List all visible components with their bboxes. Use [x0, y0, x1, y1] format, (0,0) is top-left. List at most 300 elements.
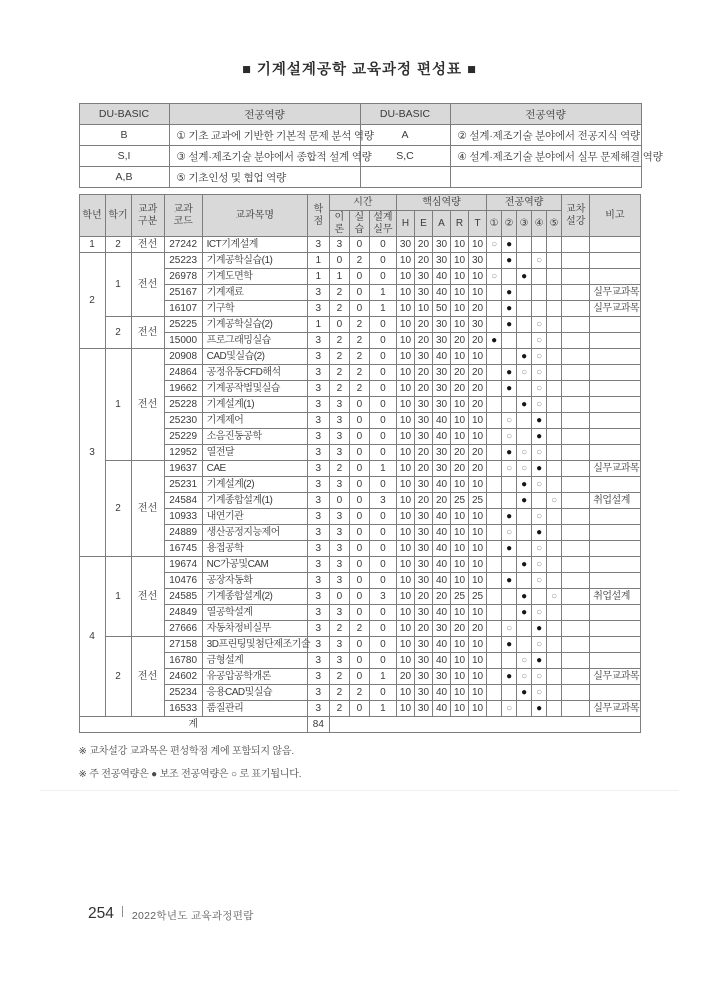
major-2-header: ②	[502, 211, 517, 237]
major-competency-5-cell	[547, 573, 562, 589]
core-a-cell: 40	[433, 573, 451, 589]
major-competency-5-cell	[547, 701, 562, 717]
course-code-cell: 25229	[164, 429, 202, 445]
credit-cell: 3	[307, 349, 329, 365]
core-r-cell: 20	[451, 461, 469, 477]
credit-cell: 3	[307, 493, 329, 509]
major-competency-5-cell	[547, 237, 562, 253]
core-h-cell: 10	[396, 701, 414, 717]
core-t-cell: 25	[469, 493, 487, 509]
major-competency-1-cell	[487, 413, 502, 429]
course-row	[79, 285, 640, 301]
major-competency-5-cell	[547, 621, 562, 637]
major-competency-3-cell: ●	[517, 685, 532, 701]
course-name-cell: 기계제어	[202, 413, 307, 429]
core-e-cell: 30	[414, 605, 432, 621]
core-e-cell: 20	[414, 333, 432, 349]
note-cell: 실무교과목	[590, 669, 640, 685]
major-competency-3-cell	[517, 285, 532, 301]
design-hours-cell: 0	[369, 445, 396, 461]
design-hours-cell: 0	[369, 253, 396, 269]
practice-hours-cell: 0	[349, 653, 369, 669]
course-name-cell: 기계설계(1)	[202, 397, 307, 413]
major-competency-3-cell	[517, 701, 532, 717]
theory-hours-cell: 0	[329, 317, 349, 333]
core-a-cell: 30	[433, 669, 451, 685]
design-hours-cell: 0	[369, 381, 396, 397]
year-cell: 3	[79, 349, 105, 557]
major-competency-3-cell	[517, 381, 532, 397]
course-code-cell: 24602	[164, 669, 202, 685]
major-competency-1-cell	[487, 317, 502, 333]
major-competency-3-cell: ○	[517, 669, 532, 685]
core-r-cell: 10	[451, 477, 469, 493]
major-competency-3-cell	[517, 317, 532, 333]
design-hours-cell: 0	[369, 269, 396, 285]
major-competency-4-cell: ○	[532, 477, 547, 493]
core-h-cell: 10	[396, 413, 414, 429]
course-row	[79, 365, 640, 381]
major-competency-4-cell: ○	[532, 397, 547, 413]
course-type-cell: 전선	[131, 461, 164, 557]
cross-listing-cell	[562, 253, 590, 269]
du-basic-code: S,C	[360, 146, 450, 167]
major-competency-5-cell	[547, 509, 562, 525]
design-hours-cell: 1	[369, 301, 396, 317]
major-competency-4-cell: ○	[532, 365, 547, 381]
major-competency-5-cell	[547, 429, 562, 445]
major-competency-3-cell: ●	[517, 349, 532, 365]
design-hours-cell: 1	[369, 701, 396, 717]
note-cell	[590, 509, 640, 525]
major-competency-3-cell	[517, 253, 532, 269]
competency-description: ⑤ 기초인성 및 협업 역량	[169, 167, 360, 188]
major-competency-4-cell: ○	[532, 685, 547, 701]
cross-listing-cell	[562, 685, 590, 701]
theory-hours-cell: 3	[329, 413, 349, 429]
major-competency-4-cell: ○	[532, 541, 547, 557]
credit-cell: 3	[307, 237, 329, 253]
core-e-cell: 30	[414, 525, 432, 541]
core-h-header: H	[396, 211, 414, 237]
core-h-cell: 10	[396, 285, 414, 301]
core-a-cell: 30	[433, 317, 451, 333]
major-competency-2-cell: ●	[502, 301, 517, 317]
core-t-cell: 20	[469, 397, 487, 413]
note-cell	[590, 541, 640, 557]
core-e-cell: 20	[414, 493, 432, 509]
core-a-cell: 40	[433, 605, 451, 621]
course-code-header: 교과 코드	[164, 195, 202, 237]
theory-hours-cell: 3	[329, 637, 349, 653]
core-a-cell: 40	[433, 653, 451, 669]
major-competency-header: 전공역량	[450, 104, 641, 125]
curriculum-body	[79, 237, 640, 717]
core-e-cell: 30	[414, 349, 432, 365]
practice-hours-cell: 0	[349, 413, 369, 429]
course-code-cell: 20908	[164, 349, 202, 365]
major-competency-2-cell	[502, 685, 517, 701]
core-t-cell: 10	[469, 237, 487, 253]
cross-listing-cell	[562, 621, 590, 637]
core-e-cell: 30	[414, 397, 432, 413]
major-competency-3-cell	[517, 637, 532, 653]
major-1-header: ①	[487, 211, 502, 237]
major-competency-4-cell	[532, 269, 547, 285]
semester-cell: 2	[105, 461, 131, 557]
practice-hours-cell: 2	[349, 317, 369, 333]
credit-cell: 3	[307, 429, 329, 445]
major-competency-4-cell: ○	[532, 557, 547, 573]
core-t-cell: 10	[469, 525, 487, 541]
theory-hours-cell: 3	[329, 525, 349, 541]
core-t-cell: 10	[469, 669, 487, 685]
major-competency-5-cell	[547, 397, 562, 413]
course-code-cell: 26978	[164, 269, 202, 285]
cross-listing-header: 교차 설강	[562, 195, 590, 237]
theory-hours-cell: 0	[329, 253, 349, 269]
major-competency-4-cell: ○	[532, 637, 547, 653]
major-competency-1-cell	[487, 589, 502, 605]
major-competency-4-cell: ○	[532, 381, 547, 397]
core-r-cell: 20	[451, 445, 469, 461]
core-t-cell: 20	[469, 381, 487, 397]
practice-hours-cell: 0	[349, 669, 369, 685]
course-code-cell: 24584	[164, 493, 202, 509]
core-a-cell: 40	[433, 525, 451, 541]
major-competency-3-cell	[517, 429, 532, 445]
major-competency-3-cell: ●	[517, 493, 532, 509]
major-competency-2-cell	[502, 653, 517, 669]
major-competency-2-cell: ●	[502, 381, 517, 397]
theory-hours-cell: 3	[329, 557, 349, 573]
major-competency-1-cell: ○	[487, 237, 502, 253]
core-h-cell: 10	[396, 269, 414, 285]
course-name-cell: 기계공작법및실습	[202, 381, 307, 397]
core-t-cell: 30	[469, 253, 487, 269]
course-row	[79, 349, 640, 365]
core-t-cell: 10	[469, 477, 487, 493]
core-t-cell: 10	[469, 541, 487, 557]
core-h-cell: 10	[396, 333, 414, 349]
major-competency-2-cell	[502, 557, 517, 573]
core-t-cell: 20	[469, 461, 487, 477]
core-h-cell: 10	[396, 525, 414, 541]
course-type-cell: 전선	[131, 557, 164, 637]
design-hours-cell: 0	[369, 621, 396, 637]
core-t-header: T	[469, 211, 487, 237]
major-competency-1-cell	[487, 573, 502, 589]
core-h-cell: 10	[396, 429, 414, 445]
core-e-cell: 30	[414, 477, 432, 493]
year-cell: 1	[79, 237, 105, 253]
design-hours-cell: 0	[369, 557, 396, 573]
cross-listing-cell	[562, 605, 590, 621]
major-competency-3-cell	[517, 237, 532, 253]
theory-hours-cell: 2	[329, 701, 349, 717]
practice-hours-cell: 0	[349, 509, 369, 525]
core-t-cell: 25	[469, 589, 487, 605]
core-h-cell: 10	[396, 573, 414, 589]
cross-listing-cell	[562, 285, 590, 301]
credit-cell: 3	[307, 445, 329, 461]
du-basic-header: DU-BASIC	[360, 104, 450, 125]
practice-hours-cell: 2	[349, 381, 369, 397]
course-code-cell: 25225	[164, 317, 202, 333]
core-r-cell: 20	[451, 621, 469, 637]
du-basic-code	[360, 167, 450, 188]
major-competency-5-cell	[547, 685, 562, 701]
major-competency-5-cell	[547, 285, 562, 301]
note-cell	[590, 429, 640, 445]
major-competency-header: 전공역량	[169, 104, 360, 125]
core-a-cell: 30	[433, 381, 451, 397]
major-competency-1-cell	[487, 685, 502, 701]
note-cell	[590, 317, 640, 333]
content-area	[78, 103, 663, 780]
major-competency-5-cell	[547, 301, 562, 317]
core-a-cell: 40	[433, 413, 451, 429]
major-competency-5-cell	[547, 253, 562, 269]
core-r-cell: 10	[451, 525, 469, 541]
core-e-cell: 30	[414, 669, 432, 685]
major-competency-4-cell: ●	[532, 621, 547, 637]
major-competency-1-cell	[487, 301, 502, 317]
major-competency-2-cell: ○	[502, 525, 517, 541]
core-e-cell: 30	[414, 701, 432, 717]
cross-listing-cell	[562, 397, 590, 413]
core-competency-group-header: 핵심역량	[396, 195, 486, 211]
course-row	[79, 525, 640, 541]
cross-listing-cell	[562, 461, 590, 477]
course-row	[79, 637, 640, 653]
note-cell: 실무교과목	[590, 461, 640, 477]
du-basic-row	[79, 167, 641, 188]
course-name-cell: 열전달	[202, 445, 307, 461]
core-a-cell: 40	[433, 349, 451, 365]
core-r-cell: 20	[451, 381, 469, 397]
practice-hours-cell: 0	[349, 525, 369, 541]
major-competency-2-cell	[502, 493, 517, 509]
core-h-cell: 10	[396, 253, 414, 269]
major-competency-4-cell	[532, 589, 547, 605]
note-cell	[590, 269, 640, 285]
credit-cell: 3	[307, 621, 329, 637]
core-e-cell: 20	[414, 461, 432, 477]
total-credit-cell: 84	[307, 717, 329, 733]
core-e-cell: 30	[414, 541, 432, 557]
practice-hours-cell: 2	[349, 349, 369, 365]
design-hours-cell: 0	[369, 573, 396, 589]
major-competency-1-cell	[487, 557, 502, 573]
course-name-cell: NC가공및CAM	[202, 557, 307, 573]
course-name-cell: 기계종합설계(1)	[202, 493, 307, 509]
course-code-cell: 25234	[164, 685, 202, 701]
core-e-cell: 30	[414, 285, 432, 301]
core-e-cell: 20	[414, 589, 432, 605]
note-cell	[590, 413, 640, 429]
major-competency-1-cell	[487, 429, 502, 445]
footer-divider	[122, 906, 123, 917]
note-cell	[590, 365, 640, 381]
core-t-cell: 10	[469, 285, 487, 301]
core-e-cell: 20	[414, 365, 432, 381]
cross-listing-cell	[562, 237, 590, 253]
major-competency-4-cell: ●	[532, 525, 547, 541]
major-competency-1-cell	[487, 349, 502, 365]
course-row	[79, 589, 640, 605]
time-group-header: 시간	[329, 195, 396, 211]
design-hours-cell: 1	[369, 461, 396, 477]
major-competency-5-cell	[547, 381, 562, 397]
year-cell: 2	[79, 253, 105, 349]
credit-header: 학 점	[307, 195, 329, 237]
design-hours-cell: 0	[369, 685, 396, 701]
major-competency-2-cell: ●	[502, 285, 517, 301]
course-row	[79, 509, 640, 525]
footnotes	[79, 742, 641, 780]
note-cell	[590, 637, 640, 653]
major-competency-1-cell	[487, 253, 502, 269]
credit-cell: 3	[307, 525, 329, 541]
note-cell	[590, 445, 640, 461]
core-r-cell: 10	[451, 669, 469, 685]
theory-hours-cell: 2	[329, 365, 349, 381]
page-title: ■ 기계설계공학 교육과정 편성표 ■	[242, 62, 477, 78]
course-code-cell: 24849	[164, 605, 202, 621]
practice-hours-cell: 0	[349, 237, 369, 253]
credit-cell: 3	[307, 557, 329, 573]
major-competency-2-cell: ●	[502, 445, 517, 461]
note-cell	[590, 685, 640, 701]
practice-header: 실 습	[349, 211, 369, 237]
course-code-cell: 16533	[164, 701, 202, 717]
semester-cell: 1	[105, 349, 131, 461]
semester-header: 학기	[105, 195, 131, 237]
major-competency-4-cell	[532, 493, 547, 509]
practice-hours-cell: 2	[349, 253, 369, 269]
major-competency-1-cell: ●	[487, 333, 502, 349]
du-basic-table	[79, 103, 663, 188]
cross-listing-cell	[562, 669, 590, 685]
credit-cell: 3	[307, 509, 329, 525]
major-competency-1-cell	[487, 461, 502, 477]
major-competency-5-cell	[547, 317, 562, 333]
course-name-cell: 공정유동CFD해석	[202, 365, 307, 381]
credit-cell: 1	[307, 317, 329, 333]
total-row	[79, 717, 640, 733]
footnote-cross-listing: ※ 교차설강 교과목은 편성학점 계에 포함되지 않음.	[78, 746, 294, 757]
course-name-cell: 기구학	[202, 301, 307, 317]
core-a-header: A	[433, 211, 451, 237]
footnote-legend: ※ 주 전공역량은 ● 보조 전공역량은 ○ 로 표기됩니다.	[78, 769, 302, 780]
note-header: 비고	[590, 195, 640, 237]
note-cell: 실무교과목	[590, 301, 640, 317]
page-number: 254	[88, 905, 114, 922]
core-h-cell: 10	[396, 621, 414, 637]
du-basic-header-row	[79, 104, 641, 125]
core-h-cell: 10	[396, 589, 414, 605]
core-r-cell: 10	[451, 317, 469, 333]
note-cell	[590, 605, 640, 621]
core-h-cell: 10	[396, 477, 414, 493]
note-cell	[590, 525, 640, 541]
course-row	[79, 397, 640, 413]
course-row	[79, 685, 640, 701]
core-r-cell: 10	[451, 237, 469, 253]
course-name-cell: 내연기관	[202, 509, 307, 525]
core-t-cell: 20	[469, 333, 487, 349]
cross-listing-cell	[562, 573, 590, 589]
practice-hours-cell: 2	[349, 621, 369, 637]
major-competency-3-cell: ●	[517, 605, 532, 621]
cross-listing-cell	[562, 653, 590, 669]
core-t-cell: 10	[469, 349, 487, 365]
major-competency-4-cell: ●	[532, 653, 547, 669]
major-competency-4-cell: ○	[532, 669, 547, 685]
core-a-cell: 40	[433, 429, 451, 445]
course-code-cell: 16745	[164, 541, 202, 557]
major-competency-4-cell: ●	[532, 413, 547, 429]
cross-listing-cell	[562, 477, 590, 493]
core-r-cell: 10	[451, 397, 469, 413]
course-type-cell: 전선	[131, 317, 164, 349]
course-name-cell: 기계설계(2)	[202, 477, 307, 493]
note-cell: 취업설계	[590, 493, 640, 509]
design-hours-cell: 1	[369, 669, 396, 685]
core-a-cell: 20	[433, 493, 451, 509]
core-t-cell: 30	[469, 317, 487, 333]
course-name-cell: 3D프린팅및첨단제조기술	[202, 637, 307, 653]
course-name-cell: ICT기계설계	[202, 237, 307, 253]
core-h-cell: 10	[396, 445, 414, 461]
credit-cell: 3	[307, 413, 329, 429]
course-name-cell: CAD및실습(2)	[202, 349, 307, 365]
note-cell	[590, 621, 640, 637]
semester-cell: 2	[105, 317, 131, 349]
major-competency-4-cell: ●	[532, 429, 547, 445]
major-competency-group-header: 전공역량	[487, 195, 562, 211]
du-basic-header: DU-BASIC	[79, 104, 169, 125]
core-r-header: R	[451, 211, 469, 237]
course-name-cell: 용접공학	[202, 541, 307, 557]
theory-hours-cell: 3	[329, 429, 349, 445]
cross-listing-cell	[562, 365, 590, 381]
theory-hours-cell: 3	[329, 573, 349, 589]
page-footer	[88, 905, 254, 925]
design-hours-cell: 0	[369, 477, 396, 493]
cross-listing-cell	[562, 381, 590, 397]
competency-description: ④ 설계·제조기술 분야에서 실무 문제해결 역량	[450, 146, 641, 167]
core-e-cell: 20	[414, 237, 432, 253]
practice-hours-cell: 0	[349, 493, 369, 509]
practice-hours-cell: 0	[349, 557, 369, 573]
course-row	[79, 413, 640, 429]
theory-hours-cell: 3	[329, 541, 349, 557]
core-h-cell: 10	[396, 557, 414, 573]
course-row	[79, 317, 640, 333]
core-h-cell: 30	[396, 237, 414, 253]
major-competency-1-cell	[487, 525, 502, 541]
core-t-cell: 10	[469, 413, 487, 429]
core-h-cell: 10	[396, 317, 414, 333]
major-competency-3-cell	[517, 509, 532, 525]
cross-listing-cell	[562, 413, 590, 429]
core-r-cell: 25	[451, 493, 469, 509]
course-row	[79, 333, 640, 349]
credit-cell: 3	[307, 669, 329, 685]
theory-hours-cell: 2	[329, 333, 349, 349]
